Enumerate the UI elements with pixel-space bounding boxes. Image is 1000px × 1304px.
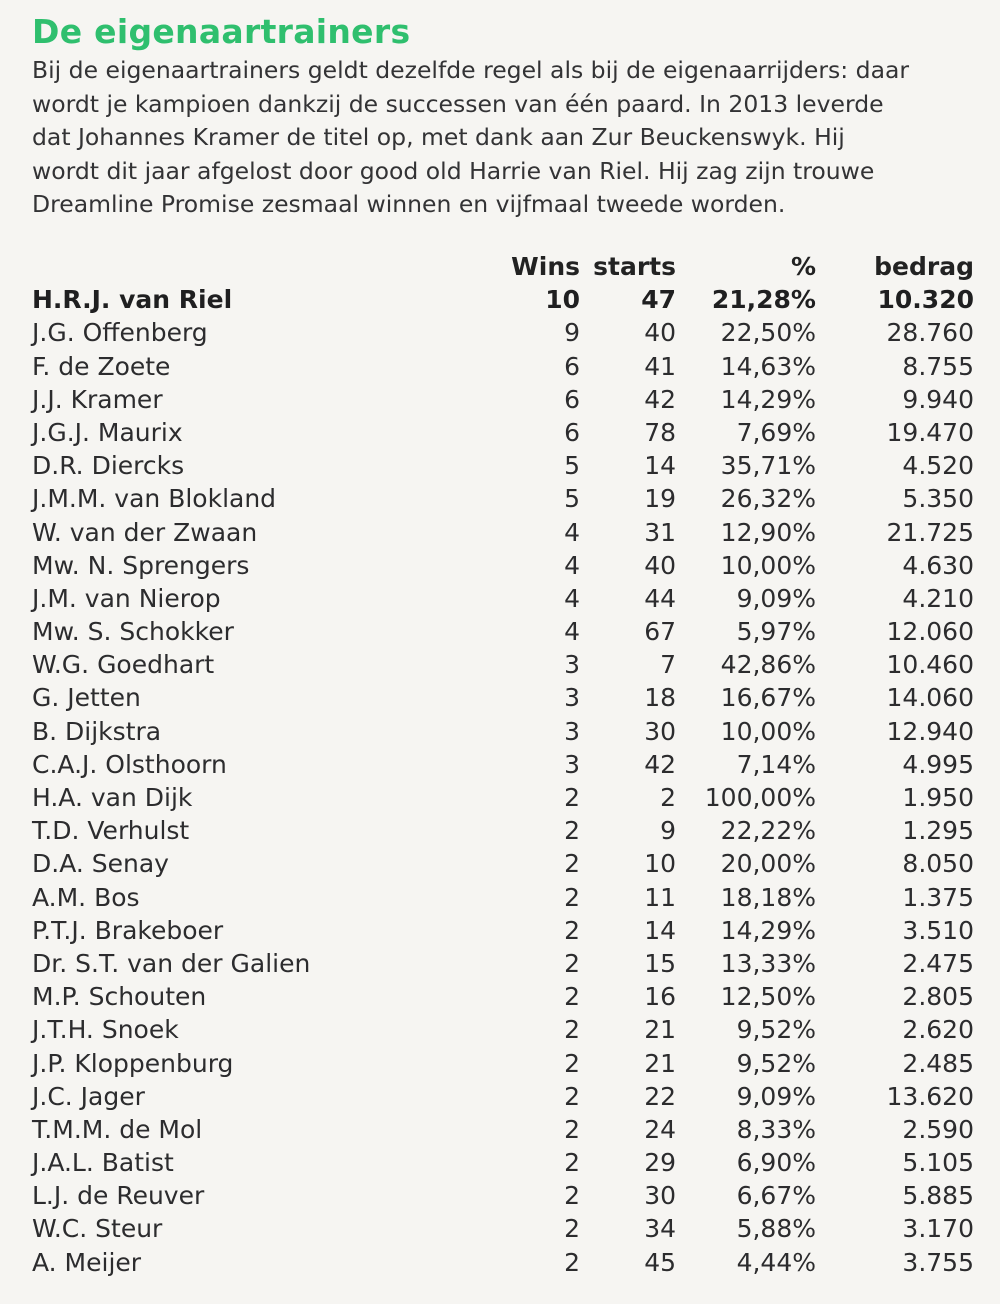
intro-line: wordt je kampioen dankzij de successen van één paard. In 2013 leverde	[32, 89, 884, 118]
amount-cell: 2.805	[902, 982, 974, 1012]
percentage-cell: 100,00%	[704, 783, 816, 812]
trainer-name: J.C. Jager	[32, 1081, 145, 1111]
amount-cell: 4.520	[902, 451, 974, 481]
percentage-cell: 42,86%	[720, 650, 816, 680]
trainer-name: D.R. Diercks	[32, 451, 185, 481]
amount-cell: 4.995	[902, 749, 974, 779]
table-row	[32, 582, 972, 615]
wins-cell: 2	[564, 882, 580, 912]
percentage-cell: 16,67%	[720, 683, 816, 713]
percentage-cell: 21,28%	[711, 285, 816, 315]
trainer-name: J.G.J. Maurix	[32, 417, 183, 447]
starts-cell: 40	[644, 318, 676, 348]
intro-line: wordt dit jaar afgelost door good old Harrie van Riel. Hij zag zijn trouwe	[32, 156, 875, 185]
table-row	[32, 847, 972, 880]
table-row	[32, 1146, 972, 1179]
starts-cell: 30	[644, 716, 676, 746]
table-row	[32, 914, 972, 947]
trainer-name: C.A.J. Olsthoorn	[32, 749, 227, 779]
table-row	[32, 383, 972, 416]
starts-cell: 31	[644, 517, 676, 547]
percentage-cell: 7,14%	[736, 749, 816, 779]
amount-cell: 19.470	[886, 417, 974, 447]
starts-cell: 34	[644, 1214, 676, 1244]
wins-cell: 5	[564, 484, 580, 514]
amount-cell: 2.620	[902, 1015, 974, 1045]
table-row	[32, 814, 972, 847]
trainer-name: J.T.H. Snoek	[32, 1015, 179, 1045]
article-intro	[32, 54, 972, 222]
table-row	[32, 715, 972, 748]
wins-cell: 2	[564, 915, 580, 945]
trainer-ranking-table	[32, 250, 972, 1279]
intro-line: Bij de eigenaartrainers geldt dezelfde regel als bij de eigenaarrijders: daar	[32, 56, 910, 84]
percentage-cell: 9,09%	[736, 1081, 816, 1111]
amount-cell: 5.885	[902, 1181, 974, 1211]
trainer-name: G. Jetten	[32, 683, 141, 713]
table-row	[32, 1013, 972, 1046]
header-percentage: %	[790, 252, 816, 281]
amount-cell: 3.170	[902, 1214, 974, 1244]
header-amount: bedrag	[874, 252, 974, 281]
table-row	[32, 449, 972, 482]
table-row	[32, 615, 972, 648]
amount-cell: 13.620	[886, 1081, 974, 1111]
amount-cell: 1.950	[902, 783, 974, 812]
trainer-name: P.T.J. Brakeboer	[32, 915, 224, 945]
table-row	[32, 283, 972, 316]
trainer-name: H.R.J. van Riel	[32, 285, 233, 315]
starts-cell: 10	[644, 849, 676, 879]
percentage-cell: 4,44%	[736, 1247, 816, 1277]
percentage-cell: 20,00%	[720, 849, 816, 879]
wins-cell: 3	[564, 716, 580, 746]
table-row	[32, 1212, 972, 1245]
starts-cell: 9	[660, 816, 676, 846]
starts-cell: 21	[644, 1015, 676, 1045]
starts-cell: 67	[644, 617, 676, 647]
trainer-name: Mw. N. Sprengers	[32, 550, 250, 580]
starts-cell: 21	[644, 1048, 676, 1078]
trainer-name: B. Dijkstra	[32, 716, 162, 746]
wins-cell: 10	[545, 285, 580, 315]
wins-cell: 2	[564, 1048, 580, 1078]
starts-cell: 14	[644, 915, 676, 945]
starts-cell: 2	[660, 783, 676, 812]
starts-cell: 40	[644, 550, 676, 580]
table-row	[32, 350, 972, 383]
starts-cell: 42	[644, 749, 676, 779]
wins-cell: 2	[564, 948, 580, 978]
trainer-name: J.M.M. van Blokland	[32, 484, 277, 514]
trainer-name: J.J. Kramer	[32, 384, 163, 414]
wins-cell: 2	[564, 982, 580, 1012]
wins-cell: 3	[564, 683, 580, 713]
wins-cell: 9	[564, 318, 580, 348]
wins-cell: 6	[564, 417, 580, 447]
header-wins: Wins	[511, 252, 580, 281]
trainer-name: F. de Zoete	[32, 351, 171, 381]
amount-cell: 2.590	[902, 1114, 974, 1144]
amount-cell: 4.210	[902, 583, 974, 613]
percentage-cell: 10,00%	[720, 550, 816, 580]
trainer-name: W.G. Goedhart	[32, 650, 215, 680]
amount-cell: 9.940	[902, 384, 974, 414]
amount-cell: 5.105	[902, 1148, 974, 1178]
percentage-cell: 22,50%	[720, 318, 816, 348]
table-row	[32, 748, 972, 781]
wins-cell: 3	[564, 650, 580, 680]
amount-cell: 8.050	[902, 849, 974, 879]
trainer-name: T.D. Verhulst	[32, 816, 190, 846]
trainer-name: A.M. Bos	[32, 882, 140, 912]
starts-cell: 7	[660, 650, 676, 680]
trainer-name: Mw. S. Schokker	[32, 617, 234, 647]
table-row	[32, 947, 972, 980]
wins-cell: 2	[564, 1214, 580, 1244]
wins-cell: 6	[564, 351, 580, 381]
wins-cell: 2	[564, 1015, 580, 1045]
percentage-cell: 9,52%	[736, 1048, 816, 1078]
percentage-cell: 14,63%	[720, 351, 816, 381]
percentage-cell: 6,67%	[736, 1181, 816, 1211]
percentage-cell: 14,29%	[720, 384, 816, 414]
percentage-cell: 9,52%	[736, 1015, 816, 1045]
wins-cell: 2	[564, 1181, 580, 1211]
amount-cell: 10.320	[877, 285, 974, 315]
wins-cell: 6	[564, 384, 580, 414]
amount-cell: 14.060	[886, 683, 974, 713]
amount-cell: 12.940	[886, 716, 974, 746]
amount-cell: 4.630	[902, 550, 974, 580]
starts-cell: 22	[644, 1081, 676, 1111]
table-row	[32, 781, 972, 814]
table-row	[32, 1246, 972, 1279]
percentage-cell: 5,97%	[736, 617, 816, 647]
percentage-cell: 6,90%	[736, 1148, 816, 1178]
starts-cell: 78	[644, 417, 676, 447]
trainer-name: J.A.L. Batist	[32, 1148, 174, 1178]
table-row	[32, 980, 972, 1013]
trainer-name: D.A. Senay	[32, 849, 169, 879]
trainer-name: J.M. van Nierop	[32, 583, 221, 613]
table-header-row	[32, 250, 972, 283]
amount-cell: 2.485	[902, 1048, 974, 1078]
wins-cell: 4	[564, 617, 580, 647]
amount-cell: 12.060	[886, 617, 974, 647]
trainer-name: M.P. Schouten	[32, 982, 207, 1012]
article-title: De eigenaartrainers	[32, 12, 411, 51]
starts-cell: 18	[644, 683, 676, 713]
table-row	[32, 549, 972, 582]
percentage-cell: 10,00%	[720, 716, 816, 746]
trainer-name: A. Meijer	[32, 1247, 142, 1277]
wins-cell: 2	[564, 1114, 580, 1144]
percentage-cell: 9,09%	[736, 583, 816, 613]
percentage-cell: 22,22%	[720, 816, 816, 846]
trainer-name: Dr. S.T. van der Galien	[32, 948, 311, 978]
starts-cell: 14	[644, 451, 676, 481]
table-row	[32, 648, 972, 681]
amount-cell: 1.295	[902, 816, 974, 846]
amount-cell: 28.760	[886, 318, 974, 348]
starts-cell: 19	[644, 484, 676, 514]
wins-cell: 2	[564, 849, 580, 879]
wins-cell: 2	[564, 783, 580, 812]
percentage-cell: 7,69%	[736, 417, 816, 447]
trainer-name: W. van der Zwaan	[32, 517, 258, 547]
starts-cell: 16	[644, 982, 676, 1012]
starts-cell: 30	[644, 1181, 676, 1211]
amount-cell: 1.375	[902, 882, 974, 912]
table-row	[32, 316, 972, 349]
amount-cell: 3.755	[902, 1247, 974, 1277]
intro-line: dat Johannes Kramer de titel op, met dank aan Zur Beuckenswyk. Hij	[32, 123, 845, 151]
trainer-name: H.A. van Dijk	[32, 783, 193, 812]
starts-cell: 42	[644, 384, 676, 414]
wins-cell: 4	[564, 550, 580, 580]
amount-cell: 10.460	[886, 650, 974, 680]
trainer-name: J.P. Kloppenburg	[32, 1048, 234, 1078]
table-row	[32, 1179, 972, 1212]
percentage-cell: 8,33%	[736, 1114, 816, 1144]
wins-cell: 3	[564, 749, 580, 779]
starts-cell: 24	[644, 1114, 676, 1144]
table-row	[32, 681, 972, 714]
trainer-name: T.M.M. de Mol	[32, 1114, 203, 1144]
table-row	[32, 482, 972, 515]
amount-cell: 2.475	[902, 948, 974, 978]
amount-cell: 3.510	[902, 915, 974, 945]
header-starts: starts	[593, 252, 676, 281]
starts-cell: 45	[644, 1247, 676, 1277]
trainer-name: J.G. Offenberg	[32, 318, 208, 348]
wins-cell: 2	[564, 1081, 580, 1111]
table-row	[32, 416, 972, 449]
trainer-name: W.C. Steur	[32, 1214, 163, 1244]
starts-cell: 15	[644, 948, 676, 978]
table-row	[32, 1080, 972, 1113]
wins-cell: 4	[564, 517, 580, 547]
starts-cell: 44	[644, 583, 676, 613]
percentage-cell: 35,71%	[720, 451, 816, 481]
intro-line: Dreamline Promise zesmaal winnen en vijfmaal tweede worden.	[32, 190, 786, 218]
percentage-cell: 12,90%	[720, 517, 816, 547]
wins-cell: 2	[564, 1148, 580, 1178]
table-row	[32, 516, 972, 549]
amount-cell: 21.725	[886, 517, 974, 547]
amount-cell: 8.755	[902, 351, 974, 381]
trainer-name: L.J. de Reuver	[32, 1181, 205, 1211]
starts-cell: 29	[644, 1148, 676, 1178]
wins-cell: 2	[564, 1247, 580, 1277]
starts-cell: 11	[644, 882, 676, 912]
table-row	[32, 881, 972, 914]
starts-cell: 41	[644, 351, 676, 381]
wins-cell: 5	[564, 451, 580, 481]
percentage-cell: 14,29%	[720, 915, 816, 945]
table-row	[32, 1047, 972, 1080]
amount-cell: 5.350	[902, 484, 974, 514]
percentage-cell: 5,88%	[736, 1214, 816, 1244]
percentage-cell: 18,18%	[720, 882, 816, 912]
table-row	[32, 1113, 972, 1146]
starts-cell: 47	[641, 285, 676, 315]
percentage-cell: 26,32%	[720, 484, 816, 514]
wins-cell: 2	[564, 816, 580, 846]
percentage-cell: 13,33%	[720, 948, 816, 978]
percentage-cell: 12,50%	[720, 982, 816, 1012]
wins-cell: 4	[564, 583, 580, 613]
